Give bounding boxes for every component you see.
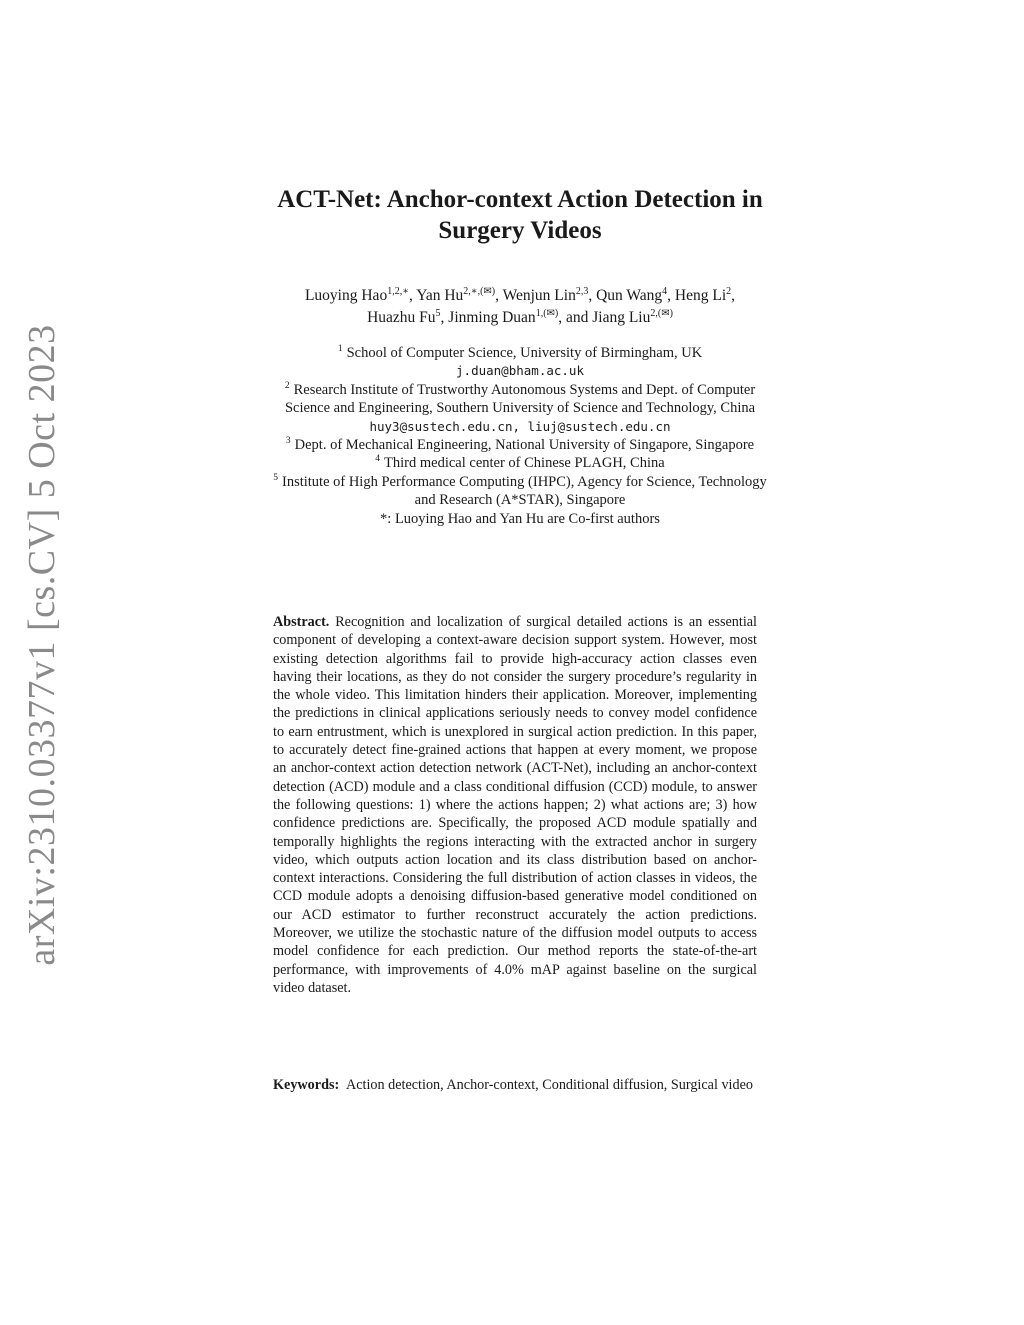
keywords-label: Keywords: [273, 1077, 340, 1093]
affiliation-3 [200, 436, 840, 454]
author-sup: 2 [726, 286, 732, 297]
arxiv-identifier: arXiv:2310.03377v1 [cs.CV] 5 Oct 2023 [21, 324, 63, 966]
author-name: Yan Hu [416, 287, 464, 304]
abstract [273, 613, 757, 997]
title-line-2: Surgery Videos [438, 217, 602, 244]
author-name: Wenjun Lin [502, 287, 576, 304]
author-name: Jiang Liu [592, 309, 651, 326]
affiliation-number: 4 [375, 454, 381, 465]
author-sup: 5 [435, 308, 441, 319]
affiliation-text: School of Computer Science, University of Birmingham, UK [346, 345, 703, 361]
author-conjunction: and [565, 309, 589, 326]
affiliation-4 [200, 454, 840, 472]
email-duan[interactable]: j.duan@bham.ac.uk [456, 363, 584, 379]
affiliation-number: 2 [284, 380, 290, 391]
affiliation-1 [200, 344, 840, 362]
author-sup: 2,∗,(✉) [463, 286, 496, 297]
authors-line-2: Huazhu Fu$^5$, Jinming Duan$^{1,(✉)}$, and Jiang Liu$^{2,(✉)}$ [367, 308, 673, 326]
author-sup: 1,2,∗ [387, 286, 409, 297]
affiliation-5-cont: and Research (A*STAR), Singapore [414, 492, 626, 509]
affiliation-number: 5 [273, 472, 278, 483]
author-name: Huazhu Fu [367, 309, 436, 326]
author-name: Jinming Duan [448, 309, 536, 326]
authors-line-1: Luoying Hao$^{1,2,∗}$, Yan $Hu^{2,∗,(✉)}$, Wenjun Lin$^{2,3}$, Qun Wang$^4$, Heng Li$^2$, [304, 286, 736, 304]
affiliation-5 [200, 473, 840, 491]
paper-title [200, 184, 840, 246]
author-sup: 1,(✉) [535, 308, 559, 319]
affiliation-text: Third medical center of Chinese PLAGH, China [384, 455, 665, 472]
affiliation-text: Institute of High Performance Computing (IHPC), Agency for Science, Technology [281, 473, 767, 490]
affiliation-number: 1 [337, 344, 343, 354]
author-sup: 2,3 [575, 286, 589, 297]
author-name: Luoying Hao [304, 287, 388, 304]
author-name: Heng Li [674, 287, 727, 304]
affiliation-2 [200, 381, 840, 399]
author-sup: 4 [662, 286, 668, 297]
affiliation-text: Dept. of Mechanical Engineering, National University of Singapore, Singapore [294, 437, 755, 454]
author-sup: 2,(✉) [650, 308, 673, 319]
title-line-1: ACT-Net: Anchor-context Action Detection in [277, 186, 763, 213]
email-hu-liu[interactable]: huy3@sustech.edu.cn, liuj@sustech.edu.cn [369, 418, 671, 434]
abstract-text: Recognition and localization of surgical detailed actions is an essential component of developing a context-aware decision support system. However, most existing detection algorithms fail to provide high-accuracy action classes even having their locations, as they do not consider the surgery procedure’s regularity in the whole video. This limitation hinders their application. Moreover, implementing the predictions in clinical applications seriously needs to convey model confidence to earn entrustment, which is unexplored in surgical action prediction. In this paper, to accurately detect fine-grained actions that happen at every moment, we propose an anchor-context action detection network (ACT-Net), including an anchor-context detection (ACD) module and a class conditional diffusion (CCD) module, to answer the following questions: 1) where the actions happen; 2) what actions are; 3) how confidence predictions are. Specifically, the proposed ACD module spatially and temporally highlights the regions interacting with the extracted anchor in surgery video, which outputs action location and its class distribution based on anchor-context interactions. Considering the full distribution of action classes in videos, the CCD module adopts a denoising diffusion-based generative model conditioned on our ACD estimator to further reconstruct accurately the action predictions. Moreover, we utilize the stochastic nature of the diffusion model outputs to access model confidence for each prediction. Our method reports the state-of-the-art performance, with improvements of 4.0% mAP against baseline on the surgical video dataset. [273, 614, 757, 996]
author-list [200, 285, 840, 329]
affiliation-2-cont: Science and Engineering, Southern University of Science and Technology, China [284, 400, 756, 417]
affiliation-number: 3 [285, 436, 291, 447]
affiliation-text: Research Institute of Trustworthy Autonomous Systems and Dept. of Computer [293, 381, 756, 398]
affiliation-list [200, 344, 840, 528]
keywords-text: Action detection, Anchor-context, Conditional diffusion, Surgical video [345, 1077, 753, 1093]
keywords [273, 1076, 757, 1094]
co-first-note: *: Luoying Hao and Yan Hu are Co-first authors [380, 510, 660, 527]
abstract-label: Abstract. [273, 614, 330, 630]
author-name: Qun Wang [596, 287, 663, 304]
